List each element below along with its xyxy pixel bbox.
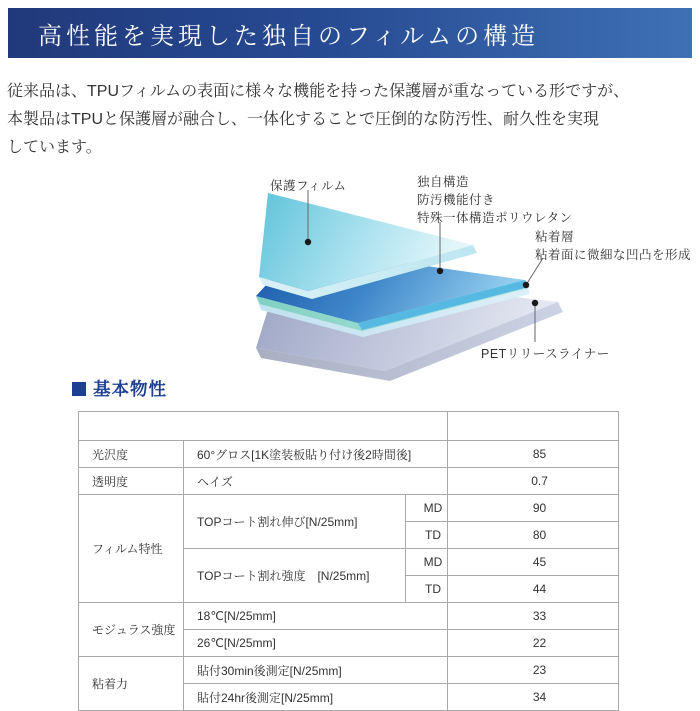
- section-title: 基本物性: [93, 379, 167, 399]
- cell-item: 貼付30min後測定[N/25mm]: [184, 657, 448, 684]
- page-title: 高性能を実現した独自のフィルムの構造: [38, 23, 540, 50]
- label-structure-line2: 防汚機能付き: [417, 193, 496, 207]
- intro-paragraph: [7, 78, 697, 162]
- label-structure-line1: 独自構造: [417, 175, 470, 189]
- cell-value: 85: [448, 441, 619, 468]
- cell-item: ヘイズ: [184, 468, 448, 495]
- cell-category: 光沢度: [79, 441, 184, 468]
- cell-value: 45: [448, 549, 619, 576]
- table-row: [79, 468, 619, 495]
- cell-item: 18℃[N/25mm]: [184, 603, 448, 630]
- label-protective-film: 保護フィルム: [270, 179, 347, 193]
- cell-value: 80: [448, 522, 619, 549]
- label-adhesive-line2: 粘着面に微細な凹凸を形成: [535, 248, 692, 262]
- square-bullet-icon: [72, 382, 86, 396]
- cell-value: 23: [448, 657, 619, 684]
- table-row: [79, 603, 619, 630]
- cell-item: 60°グロス[1K塗装板貼り付け後2時間後]: [184, 441, 448, 468]
- cell-direction: TD: [406, 522, 448, 549]
- cell-item: 貼付24hr後測定[N/25mm]: [184, 684, 448, 711]
- cell-value: 22: [448, 630, 619, 657]
- table-header-row: [79, 412, 619, 441]
- cell-category: モジュラス強度: [79, 603, 184, 657]
- table-row: [79, 657, 619, 684]
- cell-item: TOPコート割れ伸び[N/25mm]: [184, 495, 406, 549]
- page-title-banner: [8, 8, 692, 58]
- cell-value: 90: [448, 495, 619, 522]
- cell-category: フィルム特性: [79, 495, 184, 603]
- intro-line-3: しています。: [7, 139, 102, 156]
- basic-properties-table: [78, 411, 619, 711]
- label-unique-structure: [417, 173, 573, 227]
- cell-category: 粘着力: [79, 657, 184, 711]
- cell-value: 34: [448, 684, 619, 711]
- section-heading-basic-properties: [72, 376, 167, 401]
- cell-direction: MD: [406, 549, 448, 576]
- table-row: [79, 441, 619, 468]
- cell-direction: TD: [406, 576, 448, 603]
- label-structure-line3: 特殊一体構造ポリウレタン: [417, 211, 573, 225]
- cell-category: 透明度: [79, 468, 184, 495]
- table-header-diagonal-cell: [79, 412, 448, 441]
- cell-item: TOPコート割れ強度 [N/25mm]: [184, 549, 406, 603]
- cell-item: 26℃[N/25mm]: [184, 630, 448, 657]
- cell-value: 44: [448, 576, 619, 603]
- cell-value: 0.7: [448, 468, 619, 495]
- intro-line-1: 従来品は、TPUフィルムの表面に様々な機能を持った保護層が重なっている形ですが、: [7, 83, 630, 100]
- intro-line-2: 本製品はTPUと保護層が融合し、一体化することで圧倒的な防汚性、耐久性を実現: [7, 111, 600, 128]
- label-pet-release-liner: PETリリースライナー: [481, 347, 610, 361]
- label-adhesive-layer: [535, 228, 691, 264]
- table-row: [79, 495, 619, 522]
- cell-direction: MD: [406, 495, 448, 522]
- cell-value: 33: [448, 603, 619, 630]
- table-header-product: ECHELON Headlight PPF: [448, 412, 619, 441]
- label-adhesive-line1: 粘着層: [535, 230, 575, 244]
